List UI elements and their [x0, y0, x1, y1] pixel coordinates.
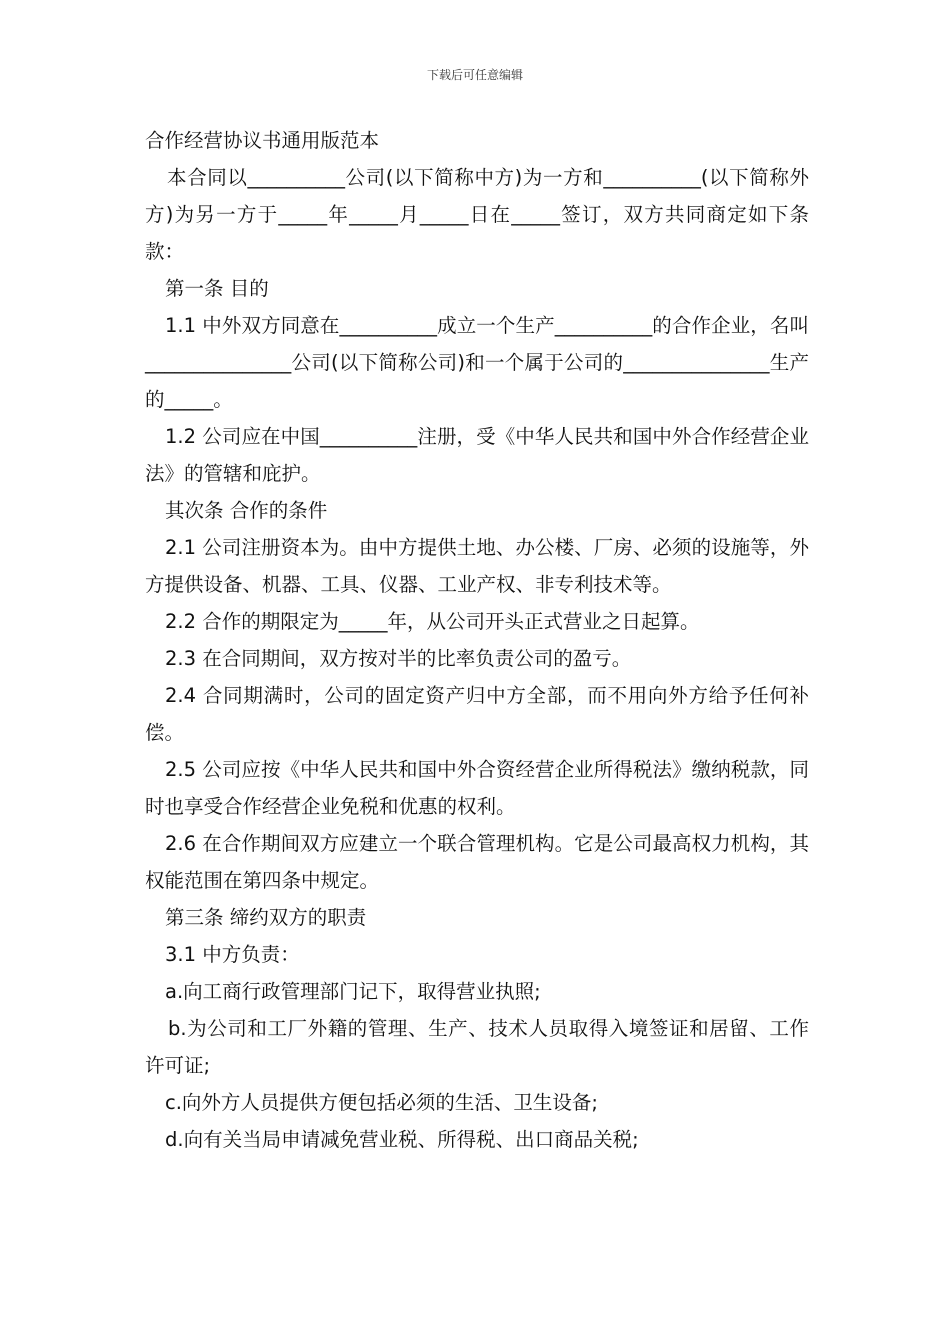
- list-item-b: b.为公司和工厂外籍的管理、生产、技术人员取得入境签证和居留、工作许可证;: [145, 1017, 809, 1077]
- section-heading-3: 第三条 缔约双方的职责: [165, 906, 367, 929]
- section-heading-2: 其次条 合作的条件: [165, 499, 328, 522]
- clause-2-4: 2.4 合同期满时，公司的固定资产归中方全部，而不用向外方给予任何补偿。: [145, 684, 809, 744]
- clause-2-6: 2.6 在合作期间双方应建立一个联合管理机构。它是公司最高权力机构，其权能范围在第四条中规定。: [145, 832, 809, 892]
- clause-3-1: 3.1 中方负责：: [165, 943, 300, 966]
- page-header-note: 下载后可任意编辑: [426, 68, 523, 82]
- list-item-d: d.向有关当局申请减免营业税、所得税、出口商品关税;: [165, 1128, 639, 1151]
- section-heading-1: 第一条 目的: [165, 277, 269, 300]
- clause-2-5: 2.5 公司应按《中华人民共和国中外合资经营企业所得税法》缴纳税款，同时也享受合作经营企业免税和优惠的权利。: [145, 758, 809, 818]
- clause-1-1: 1.1 中外双方同意在__________成立一个生产__________的合作企业，名叫_______________公司(以下简称公司)和一个属于公司的_______________生产的_____。: [145, 314, 809, 411]
- clause-2-1: 2.1 公司注册资本为。由中方提供土地、办公楼、厂房、必须的设施等，外方提供设备、机器、工具、仪器、工业产权、非专利技术等。: [145, 536, 809, 596]
- list-item-c: c.向外方人员提供方便包括必须的生活、卫生设备;: [165, 1091, 598, 1114]
- paragraph-intro: 本合同以__________公司(以下简称中方)为一方和__________(以下简称外方)为另一方于_____年_____月_____日在_____签订，双方共同商定如下条款：: [145, 166, 809, 263]
- document-title: 合作经营协议书通用版范本: [145, 129, 380, 152]
- list-item-a: a.向工商行政管理部门记下，取得营业执照;: [165, 980, 541, 1003]
- clause-2-3: 2.3 在合同期间，双方按对半的比率负责公司的盈亏。: [165, 647, 632, 670]
- clause-2-2: 2.2 合作的期限定为_____年，从公司开头正式营业之日起算。: [165, 610, 700, 633]
- clause-1-2: 1.2 公司应在中国__________注册，受《中华人民共和国中外合作经营企业法》的管辖和庇护。: [145, 425, 809, 485]
- document-body: [145, 122, 809, 1158]
